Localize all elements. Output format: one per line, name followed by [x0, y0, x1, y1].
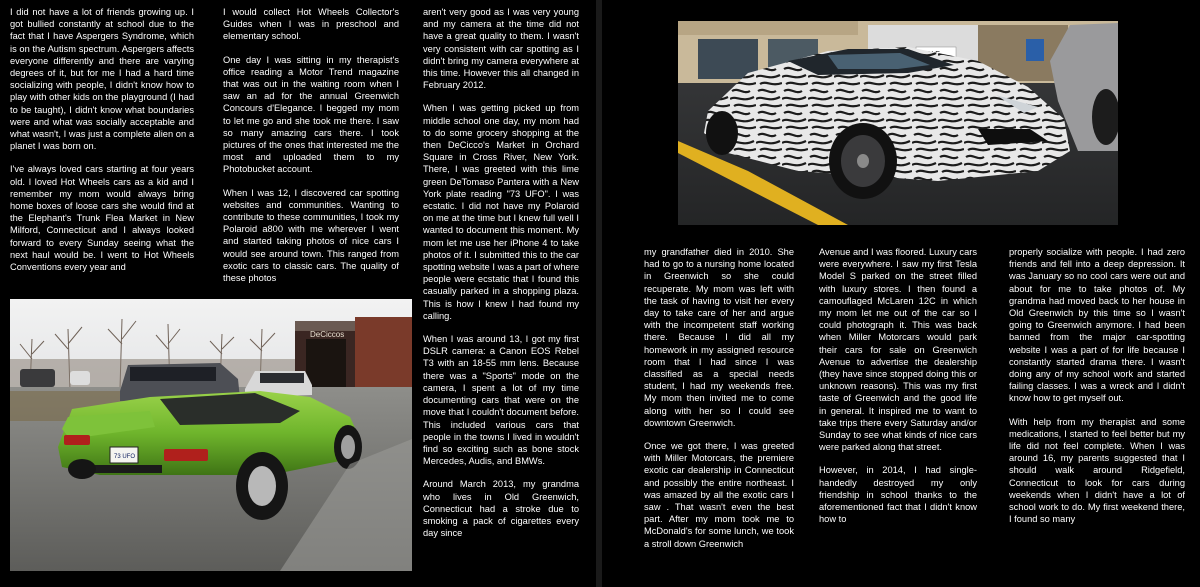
left-page — [0, 0, 596, 587]
license-plate: 73 UFO — [114, 454, 136, 460]
paragraph: Once we got there, I was greeted with Miller Motorcars, the premiere exotic car dealership in Connecticut and possibly the entire northeast. I was amazed by all the exotic cars I saw . That wasn't even the best part. After my mom took me to McDonald's for some lunch, we took a stroll down Greenwich — [644, 441, 794, 549]
pantera-photo — [10, 299, 412, 571]
mclaren-photo — [678, 21, 1118, 225]
left-column-1 — [10, 6, 194, 273]
left-column-3 — [423, 6, 579, 539]
paragraph: When I was getting picked up from middle school one day, my mom had to do some grocery shopping at the then DeCicco's Market in Orchard Square in Cross River, New York. There, I was greeted with this lime green DeTomaso Pantera with a New York plate reading "73 UFO". I was ecstatic. I did not have my Polaroid on me at the time but I knew full well I wanted to document this moment. My mom let me use her iPhone 4 to take photos of it. I submitted this to the car spotting website I was a part of where people were ecstatic that I found this casually parked in a shopping plaza. This is how I knew I had found my calling. — [423, 103, 579, 321]
paragraph: When I was 12, I discovered car spotting websites and communities. Wanting to contribute to these communities, I took my Polaroid a800 with me wherever I went and started taking photos of nice cars I would see around town. This ranged from exotic cars to classic cars. The quality of these photos — [223, 187, 399, 284]
paragraph: properly socialize with people. I had zero friends and fell into a deep depression. It was January so no cool cars were out and about for me to take photos of. My grandma had moved back to her house in Old Greenwich by this time so I wasn't going to Greenwich anymore. I had been banned from the major car-spotting website I was a part of for life because I constantly started drama there. I wasn't doing any of my school work and started failing classes. I was a wreck and I didn't know how to get myself out. — [1009, 247, 1185, 404]
left-column-2 — [223, 6, 399, 284]
paragraph: However, in 2014, I had single-handedly destroyed my only friendship in school thanks to the aforementioned fact that I didn't know how to — [819, 465, 977, 525]
paragraph: One day I was sitting in my therapist's office reading a Motor Trend magazine that was out in the waiting room when I saw an ad for the annual Greenwich Concours d'Elegance. I begged my mom to let me go and she took me there. I saw so many amazing cars there. I took pictures of the ones that interested me the most and uploaded them to my Photobucket account. — [223, 54, 399, 175]
storefront-sign: DeCiccos — [310, 330, 345, 339]
right-column-2 — [819, 246, 977, 525]
paragraph: aren't very good as I was very young and my camera at the time did not have a great quality to them. I wasn't very consistent with car spotting as I didn't bring my camera everywhere at this time. However this all changed in February 2012. — [423, 7, 579, 91]
paragraph: I've always loved cars starting at four years old. I loved Hot Wheels cars as a kid and I remember my mom would always bring home boxes of loose cars she would find at the Elephant's Trunk Flea Market in New Milford, Connecticut and I always looked forward to every Sunday seeing what the next haul would be. I went to Hot Wheels Conventions every year and — [10, 164, 194, 273]
right-column-3 — [1009, 246, 1185, 525]
paragraph: Around March 2013, my grandma who lives in Old Greenwich, Connecticut had a stroke due to smoking a pack of cigarettes every day since — [423, 479, 579, 539]
paragraph: When I was around 13, I got my first DSLR camera: a Canon EOS Rebel T3 with an 18-55 mm lens. Because there was a "Sports" mode on the camera, I spent a lot of my time documenting cars that were on the move that I couldn't document before. This included various cars that people in the towns I lived in wouldn't find so exciting such as bone stock Mercedes, Audis, and BMWs. — [423, 334, 579, 467]
paragraph: Avenue and I was floored. Luxury cars were everywhere. I saw my first Tesla Model S parked on the street filled with luxury stores. I then found a camouflaged McLaren 12C in which my mom let me out of the car so I could photograph it. This was back when Miller Motorcars would park their cars for sale on Greenwich Avenue to advertise the dealership (they have since stopped doing this or unknown reasons). This was my first taste of Greenwich and the good life in general. It inspired me to want to take trips there every Saturday and/or Sunday to see what kinds of nice cars were parked along that street. — [819, 247, 977, 453]
right-page — [602, 0, 1200, 587]
paragraph: I did not have a lot of friends growing up. I got bullied constantly at school due to the fact that I have Aspergers Syndrome, which is on the Autism spectrum. Aspergers affects everyone differently and there are varying degrees of it, but for me I had a hard time socializing with people, I didn't know how to play with other kids on the playground (I had to be taught), I didn't know what boundaries were and what was socially acceptable and what wasn't, I was just a complete alien on a planet I was born on. — [10, 7, 194, 152]
paragraph: With help from my therapist and some medications, I started to feel better but my life did not feel complete. When I was around 16, my parents suggested that I should walk around Ridgefield, Connecticut to look for cars during weekends when I didn't have a lot of school work to do. My first weekend there, I found so many — [1009, 416, 1185, 525]
paragraph: my grandfather died in 2010. She had to go to a nursing home located in Greenwich so she could recuperate. My mom was left with the task of having to visit her every day to take care of her and argue with the incompetent staff working there. Because I did all my homework in my assigned resource room that I had since I was classified as a special needs student, I had my weekends free. My mom then invited me to come along with her so I could see downtown Greenwich. — [644, 247, 794, 428]
right-column-1 — [644, 246, 794, 550]
paragraph: I would collect Hot Wheels Collector's Guides when I was in preschool and elementary school. — [223, 7, 399, 42]
